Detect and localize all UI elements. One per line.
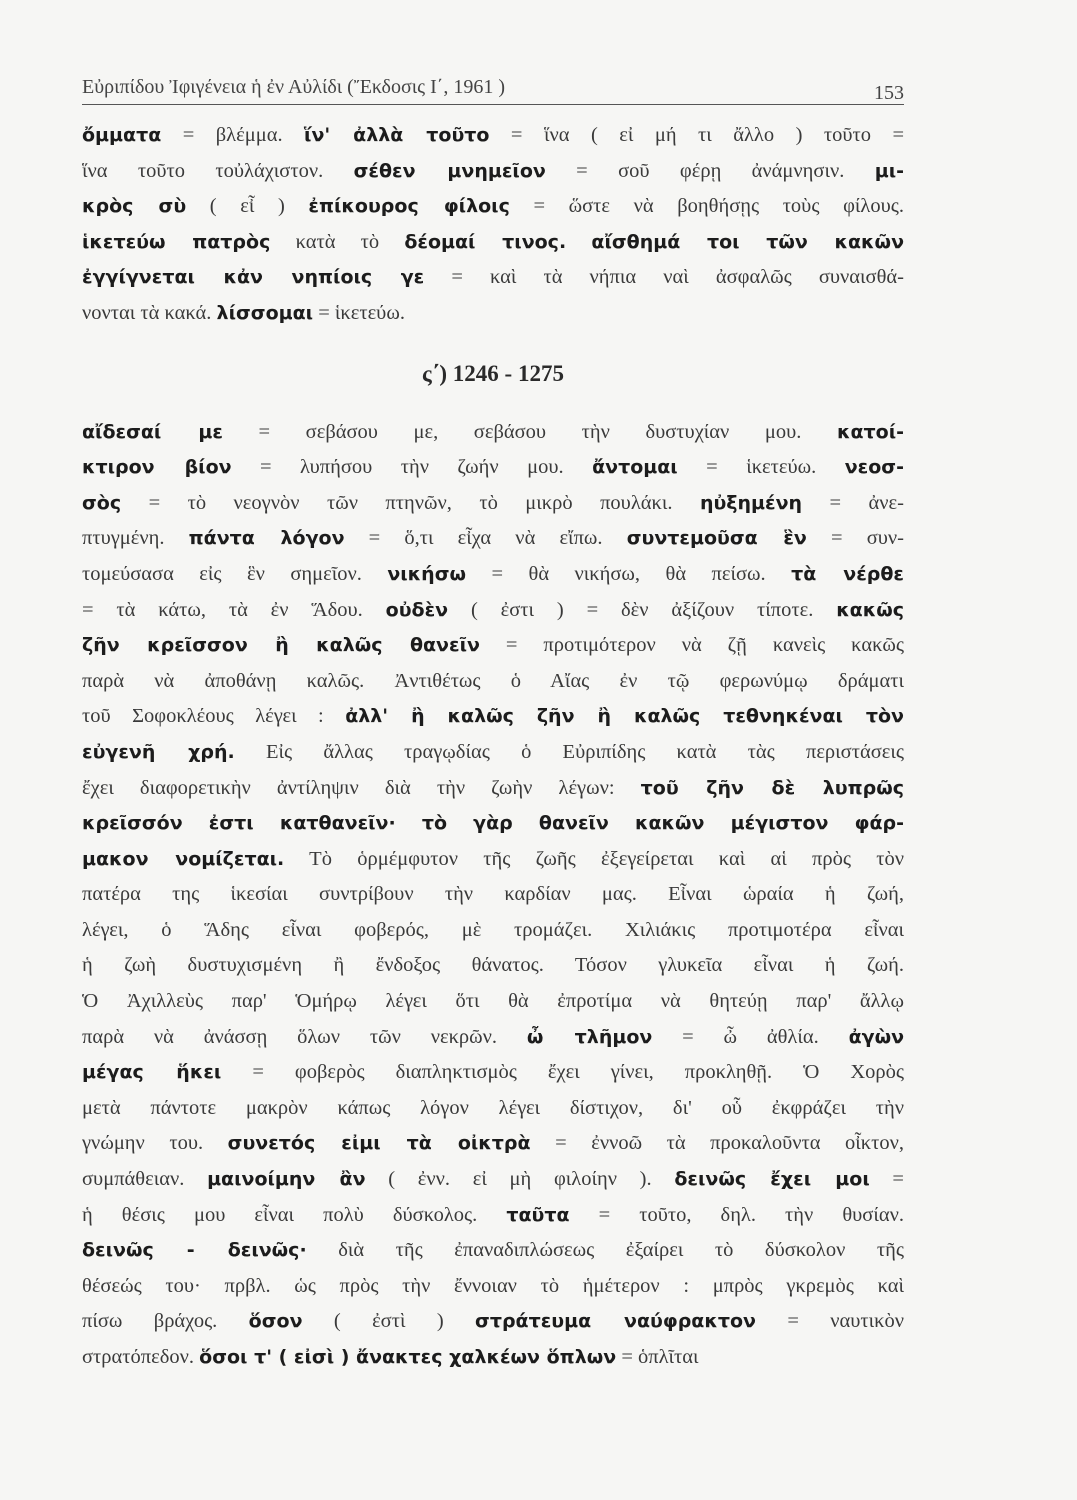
gloss-text: πατέρα της ἱκεσίαι συντρίβουν τὴν καρδίαν μας. Εἶναι ὡραία ἡ ζωή, <box>82 883 904 906</box>
bold-lemma: κρὸς σὺ <box>82 195 187 218</box>
text-line <box>82 1269 904 1305</box>
bold-lemma: ὄμματα <box>82 124 162 146</box>
text-line <box>82 189 904 225</box>
gloss-text: πτυγμένη. <box>82 527 189 550</box>
gloss-text: νονται τὰ κακά. <box>82 301 217 324</box>
text-line <box>82 1304 904 1340</box>
text-line <box>82 664 904 700</box>
gloss-text: κατὰ τὸ <box>270 230 405 253</box>
bold-lemma: κτιρον βίον <box>82 456 232 479</box>
text-line <box>82 1055 904 1091</box>
gloss-text: = ναυτικὸν <box>755 1310 904 1333</box>
text-line <box>82 699 904 735</box>
text-line <box>82 1126 904 1162</box>
bold-lemma: μι- <box>874 159 904 182</box>
gloss-text: = σεβάσου με, σεβάσου τὴν δυστυχίαν μου. <box>222 420 837 443</box>
text-line <box>82 735 904 771</box>
gloss-text: ( εἶ ) <box>186 195 309 218</box>
gloss-text: = σοῦ φέρῃ ἀνάμνησιν. <box>545 159 875 182</box>
bold-lemma: ὅσον <box>248 1310 303 1333</box>
text-line <box>82 593 904 629</box>
text-line <box>82 486 904 522</box>
gloss-text: = ἐννοῶ τὰ προκαλοῦντα οἶκτον, <box>530 1132 904 1155</box>
gloss-text: = <box>869 1168 904 1191</box>
gloss-text <box>566 231 591 253</box>
text-line <box>82 628 904 664</box>
bold-lemma: σὸς <box>82 491 122 514</box>
bold-lemma: ὅσοι τ' ( εἰσὶ ) ἄνακτες χαλκέων ὅπλων <box>199 1346 617 1368</box>
gloss-text: = ἵνα ( εἰ μή τι ἄλλο ) τοῦτο = <box>489 124 904 146</box>
bold-lemma: ἱκετεύω πατρὸς <box>82 230 271 253</box>
gloss-text: παρὰ νὰ ἀποθάνῃ καλῶς. Ἀντιθέτως ὁ Αἴας ἐν τῷ φερωνύμῳ δράματι <box>82 669 904 692</box>
text-line <box>82 415 904 451</box>
gloss-text: θέσεώς του· πρβλ. ὡς πρὸς τὴν ἔννοιαν τὸ ἡμέτερον : μπρὸς γκρεμὸς καὶ <box>82 1274 904 1297</box>
bold-lemma: ἀλλ' ἢ καλῶς ζῆν ἢ καλῶς τεθνηκέναι τὸν <box>345 705 904 728</box>
gloss-text: ἡ θέσις μου εἶναι πολὺ δύσκολος. <box>82 1203 507 1226</box>
bold-lemma: ἵν' ἀλλὰ τοῦτο <box>304 124 490 146</box>
gloss-text: = ὦ ἀθλία. <box>652 1025 849 1048</box>
text-line <box>82 1162 904 1198</box>
gloss-text: ἵνα τοῦτο τοὐλάχιστον. <box>82 159 354 182</box>
bold-lemma: αἴδεσαί με <box>82 420 223 443</box>
gloss-text: τοῦ Σοφοκλέους λέγει : <box>82 705 346 728</box>
gloss-text: συμπάθειαν. <box>82 1168 208 1191</box>
bold-lemma: ἄντομαι <box>592 456 678 479</box>
gloss-text: Εἰς ἄλλας τραγῳδίας ὁ Εὐριπίδης κατὰ τὰς περιστάσεις <box>234 740 904 763</box>
gloss-text: = ἀνε- <box>802 491 904 514</box>
bold-lemma: μέγας ἥκει <box>82 1061 222 1084</box>
gloss-text: γνώμην του. <box>82 1132 228 1155</box>
text-line <box>82 806 904 842</box>
gloss-text: = ἱκετεύω. <box>313 301 405 324</box>
bold-lemma: εὐγενῆ χρή. <box>82 740 235 763</box>
gloss-text: ἡ ζωὴ δυστυχισμένη ἢ ἔνδοξος θάνατος. Τόσον γλυκεῖα εἶναι ἡ ζωή. <box>82 954 904 977</box>
gloss-text: = τὰ κάτω, τὰ ἐν Ἅδου. <box>82 598 386 621</box>
text-line <box>82 521 904 557</box>
bold-lemma: συνετός εἰμι τὰ οἰκτρὰ <box>227 1132 531 1155</box>
gloss-text: = βλέμμα. <box>161 124 305 146</box>
text-line <box>82 1340 904 1376</box>
bold-lemma: αἴσθημά τοι τῶν κακῶν <box>591 230 904 253</box>
gloss-text: = τοῦτο, δηλ. τὴν θυσίαν. <box>569 1203 904 1226</box>
gloss-text: = ὥστε νὰ βοηθήσῃς τοὺς φίλους. <box>509 195 904 218</box>
bold-lemma: σέθεν μνημεῖον <box>353 159 546 182</box>
bold-lemma: ἐγγίγνεται κἀν νηπίοις γε <box>82 266 425 289</box>
text-line <box>82 296 904 332</box>
gloss-text: Ὁ Ἀχιλλεὺς παρ' Ὁμήρῳ λέγει ὅτι θὰ ἐπροτίμα νὰ θητεύῃ παρ' ἄλλῳ <box>82 990 904 1013</box>
text-line <box>82 1198 904 1234</box>
gloss-text: μετὰ πάντοτε μακρὸν κάπως λόγον λέγει δίστιχον, δι' οὗ ἐκφράζει τὴν <box>82 1096 904 1119</box>
page-number: 153 <box>874 82 904 104</box>
gloss-text: λέγει, ὁ Ἅδης εἶναι φοβερός, μὲ τρομάζει. Χιλιάκις προτιμοτέρα εἶναι <box>82 918 904 941</box>
text-line <box>82 877 904 913</box>
gloss-text: παρὰ νὰ ἀνάσσῃ ὅλων τῶν νεκρῶν. <box>82 1025 527 1048</box>
text-line <box>82 948 904 984</box>
gloss-text: στρατόπεδον. <box>82 1346 200 1368</box>
bold-lemma: ηὐξημένη <box>699 491 803 514</box>
bold-lemma: δέομαί τινος. <box>404 230 567 253</box>
text-line <box>82 154 904 190</box>
gloss-text: = ἱκετεύω. <box>677 456 845 479</box>
bold-lemma: μαινοίμην ἂν <box>207 1168 366 1191</box>
text-line <box>82 842 904 878</box>
running-head-title: Εὐριπίδου Ἰφιγένεια ἡ ἐν Αὐλίδι (Ἔκδοσις Ι΄, 1961 ) <box>82 76 506 98</box>
text-line <box>82 1020 904 1056</box>
gloss-text: = τὸ νεογνὸν τῶν πτηνῶν, τὸ μικρὸ πουλάκι. <box>121 491 700 514</box>
running-head <box>82 70 904 105</box>
section-heading: ς΄) 1246 - 1275 <box>422 360 564 386</box>
bold-lemma: πάντα λόγον <box>188 527 345 550</box>
bold-lemma: κακῶς <box>836 598 904 621</box>
gloss-text: πίσω βράχος. <box>82 1310 249 1333</box>
gloss-text: = καὶ τὰ νήπια ναὶ ἀσφαλῶς συναισθά- <box>424 266 904 289</box>
gloss-text: = λυπήσου τὴν ζωήν μου. <box>231 456 593 479</box>
section-1-paragraph <box>82 118 904 332</box>
text-line <box>82 1091 904 1127</box>
text-line <box>82 913 904 949</box>
gloss-text: ( ἐνν. εἰ μὴ φιλοίην ). <box>365 1168 675 1191</box>
bold-lemma: στράτευμα ναύφρακτον <box>475 1310 756 1333</box>
text-line <box>82 1233 904 1269</box>
bold-lemma: κρεῖσσόν ἐστι κατθανεῖν· τὸ γὰρ θανεῖν κακῶν μέγιστον φάρ- <box>82 812 904 835</box>
bold-lemma: κατοί- <box>836 420 904 443</box>
text-line <box>82 225 904 261</box>
bold-lemma: ἀγὼν <box>848 1025 904 1048</box>
text-line <box>82 260 904 296</box>
gloss-text: ( ἐστι ) = δὲν ἀξίζουν τίποτε. <box>448 598 837 621</box>
bold-lemma: ταῦτα <box>506 1203 570 1226</box>
gloss-text: ἔχει διαφορετικὴν ἀντίληψιν διὰ τὴν ζωὴν λέγων: <box>82 776 641 799</box>
gloss-text: διὰ τῆς ἐπαναδιπλώσεως ἐξαίρει τὸ δύσκολον τῆς <box>306 1239 904 1262</box>
bold-lemma: ζῆν κρεῖσσον ἢ καλῶς θανεῖν <box>82 634 480 657</box>
text-line <box>82 450 904 486</box>
bold-lemma: οὐδὲν <box>385 598 449 621</box>
commentary-text <box>82 118 904 1376</box>
bold-lemma: μακον νομίζεται. <box>82 847 285 870</box>
gloss-text: τομεύσασα εἰς ἓν σημεῖον. <box>82 562 388 585</box>
bold-lemma: λίσσομαι <box>216 301 314 324</box>
gloss-text: Τὸ ὁρμέμφυτον τῆς ζωῆς ἐξεγείρεται καὶ αἱ πρὸς τὸν <box>284 847 904 870</box>
gloss-text: = συν- <box>806 527 904 550</box>
gloss-text: = προτιμότερον νὰ ζῇ κανεὶς κακῶς <box>479 634 904 657</box>
bold-lemma: ἐπίκουρος φίλοις <box>308 195 510 218</box>
bold-lemma: δεινῶς ἔχει μοι <box>674 1168 870 1191</box>
section-2-paragraph <box>82 415 904 1376</box>
bold-lemma: συντεμοῦσα ἓν <box>626 527 807 550</box>
bold-lemma: τοῦ ζῆν δὲ λυπρῶς <box>640 776 904 799</box>
text-line <box>82 771 904 807</box>
gloss-text: = θὰ νικήσω, θὰ πείσω. <box>466 562 792 585</box>
gloss-text: = ὅ,τι εἶχα νὰ εἴπω. <box>344 527 627 550</box>
text-line <box>82 118 904 154</box>
bold-lemma: νικήσω <box>387 562 467 585</box>
bold-lemma: δεινῶς - δεινῶς· <box>82 1239 307 1262</box>
text-line <box>82 557 904 593</box>
gloss-text: ( ἐστὶ ) <box>302 1310 476 1333</box>
gloss-text: = φοβερὸς διαπληκτισμὸς ἔχει γίνει, προκληθῇ. Ὁ Χορὸς <box>221 1061 904 1084</box>
gloss-text: = ὁπλῖται <box>616 1346 699 1368</box>
text-line <box>82 984 904 1020</box>
bold-lemma: ὦ τλῆμον <box>526 1025 653 1048</box>
bold-lemma: τὰ νέρθε <box>791 562 904 585</box>
bold-lemma: νεοσ- <box>844 456 904 479</box>
